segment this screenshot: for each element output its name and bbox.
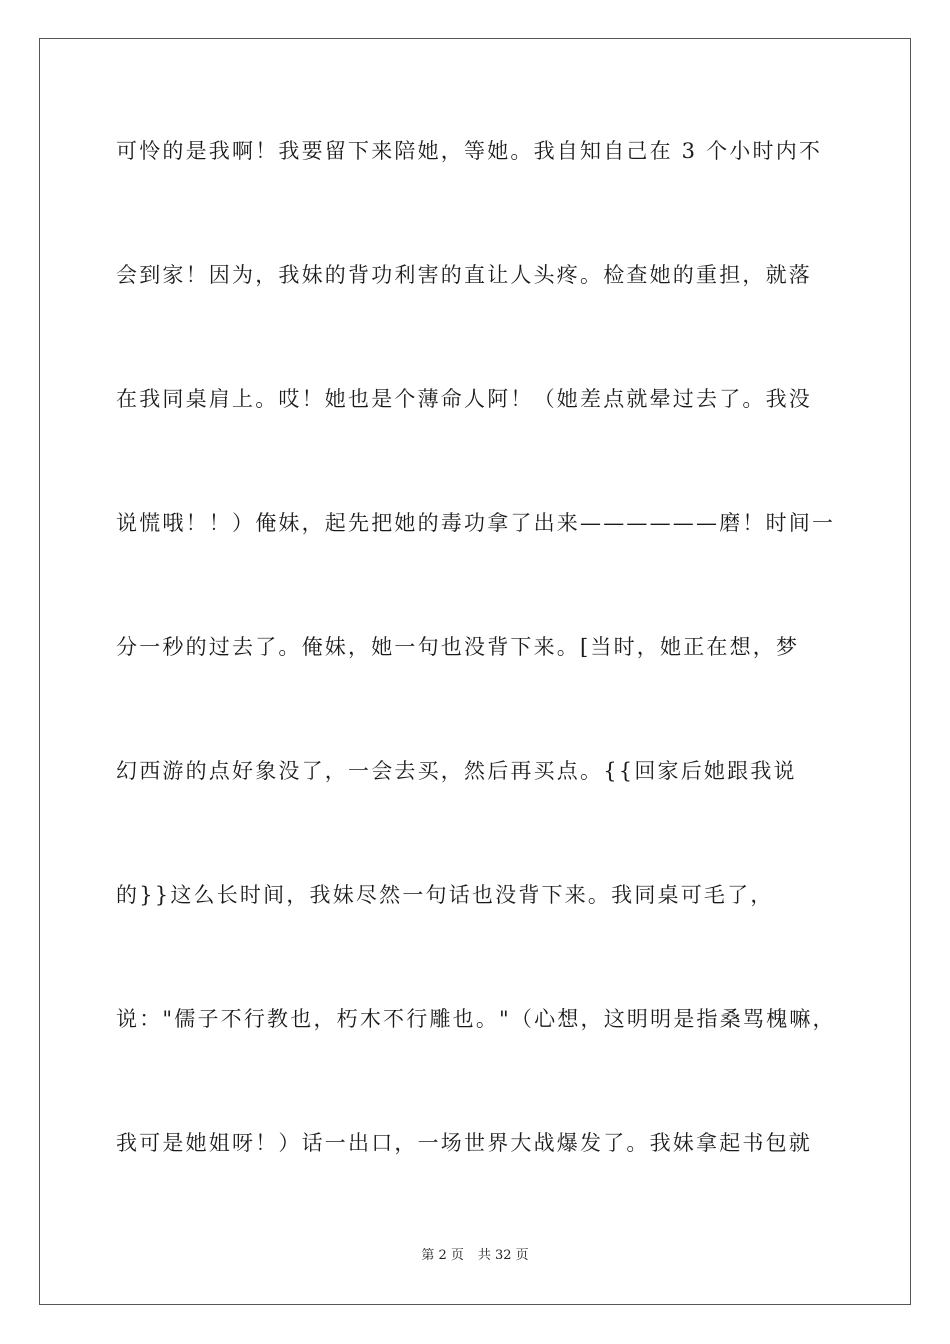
- text-line: 在我同桌肩上。哎！她也是个薄命人阿！（她差点就晕过去了。我没: [116, 387, 812, 411]
- text-line: 分一秒的过去了。俺妹，她一句也没背下来。[当时，她正在想，梦: [116, 635, 800, 659]
- text-line: 说慌哦！！）俺妹，起先把她的毒功拿了出来——————磨！时间一: [116, 511, 836, 535]
- text-line: 可怜的是我啊！我要留下来陪她，等她。我自知自己在 3 个小时内不: [116, 139, 823, 163]
- text-line: 会到家！因为，我妹的背功利害的直让人头疼。检查她的重担，就落: [116, 263, 812, 287]
- text-line: 我可是她姐呀！）话一出口，一场世界大战爆发了。我妹拿起书包就: [116, 1131, 812, 1155]
- text-line: 幻西游的点好象没了，一会去买，然后再买点。{{回家后她跟我说: [116, 759, 797, 783]
- document-body: [116, 128, 856, 1244]
- text-line: 说："儒子不行教也，朽木不行雕也。"（心想，这明明是指桑骂槐嘛，: [116, 1007, 836, 1031]
- text-line: 的}}这么长时间，我妹尽然一句话也没背下来。我同桌可毛了，: [116, 883, 774, 907]
- page-total: 共 32 页: [477, 1248, 529, 1263]
- page-number: 第 2 页: [421, 1248, 464, 1263]
- page-footer: [0, 1246, 950, 1266]
